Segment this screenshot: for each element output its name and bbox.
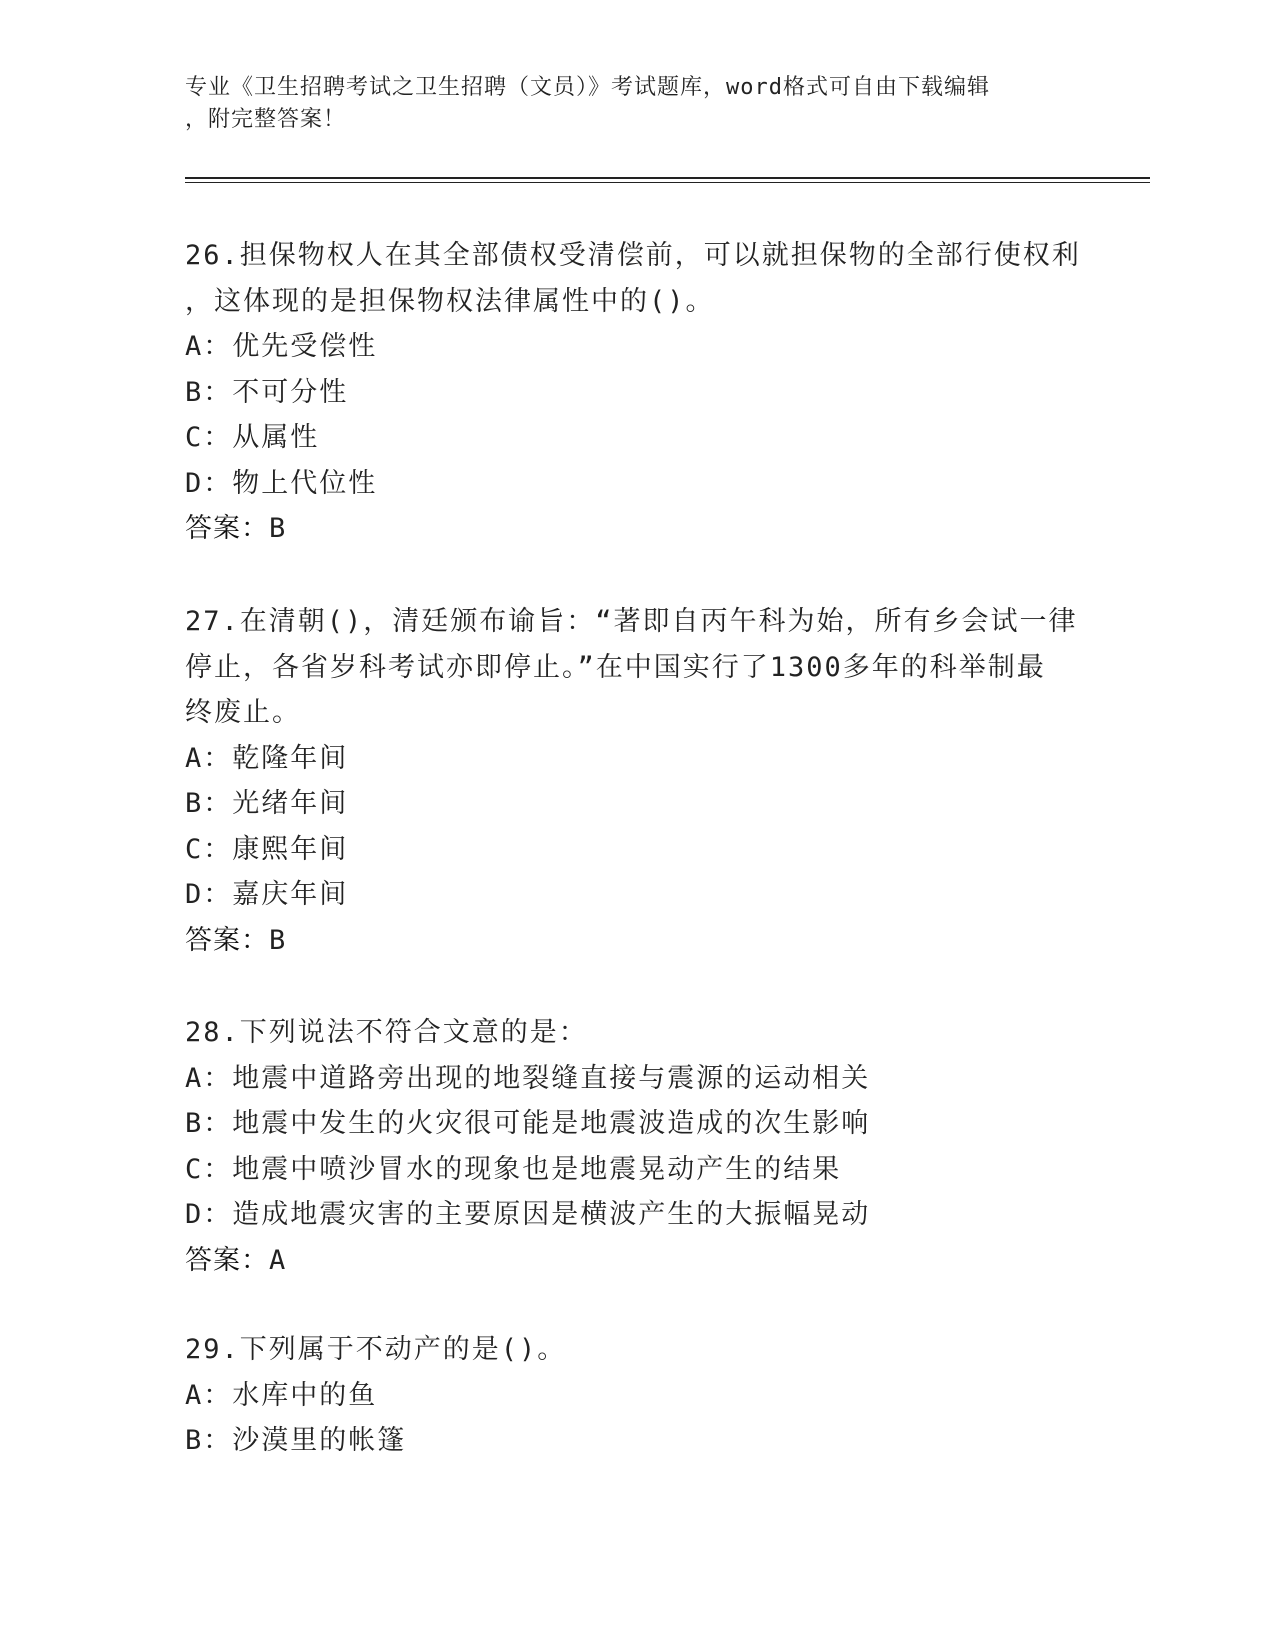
- header-divider-thin: [185, 182, 1150, 183]
- answer-line: [185, 1238, 1085, 1284]
- question-text-line: 停止，各省岁科考试亦即停止。”在中国实行了1300多年的科举制最: [185, 651, 1046, 683]
- question-29: [185, 1327, 1085, 1464]
- question-27: [185, 599, 1085, 963]
- option-a: A：水库中的鱼: [185, 1379, 378, 1411]
- option-a: A：优先受偿性: [185, 331, 378, 362]
- question-text-line: 终废止。: [185, 697, 301, 728]
- option-a: A：地震中道路旁出现的地裂缝直接与震源的运动相关: [185, 1062, 871, 1094]
- header-line-1: 专业《卫生招聘考试之卫生招聘（文员）》考试题库，word格式可自由下载编辑: [185, 75, 990, 100]
- question-text-line: 29.下列属于不动产的是()。: [185, 1334, 567, 1365]
- option-b: B：地震中发生的火灾很可能是地震波造成的次生影响: [185, 1108, 871, 1139]
- answer-value: A: [269, 1244, 288, 1276]
- option-d: D：嘉庆年间: [185, 879, 349, 910]
- option-a: A：乾隆年间: [185, 742, 349, 774]
- question-text-line: 27.在清朝()，清廷颁布谕旨：“著即自丙午科为始，所有乡会试一律: [185, 606, 1078, 637]
- question-26: [185, 233, 1085, 552]
- header-divider-thick: [185, 177, 1150, 179]
- answer-value: B: [269, 513, 288, 544]
- option-c: C：地震中喷沙冒水的现象也是地震晃动产生的结果: [185, 1153, 842, 1185]
- answer-label: 答案：: [185, 1244, 269, 1276]
- option-d: D：物上代位性: [185, 467, 378, 499]
- answer-label: 答案：: [185, 513, 269, 544]
- option-c: C：康熙年间: [185, 833, 349, 865]
- question-text-line: 28.下列说法不符合文意的是：: [185, 1017, 588, 1048]
- option-b: B：沙漠里的帐篷: [185, 1425, 407, 1456]
- option-b: B：不可分性: [185, 376, 349, 408]
- document-header: [185, 72, 1065, 136]
- question-28: [185, 1010, 1085, 1283]
- answer-line: [185, 918, 1085, 964]
- header-line-2: ，附完整答案！: [185, 107, 347, 132]
- question-text-line: 26.担保物权人在其全部债权受清偿前，可以就担保物的全部行使权利: [185, 240, 1081, 271]
- answer-line: [185, 506, 1085, 552]
- answer-label: 答案：: [185, 924, 269, 956]
- option-b: B：光绪年间: [185, 788, 349, 819]
- answer-value: B: [269, 924, 288, 956]
- question-text-line: ，这体现的是担保物权法律属性中的()。: [185, 285, 715, 317]
- option-d: D：造成地震灾害的主要原因是横波产生的大振幅晃动: [185, 1199, 871, 1230]
- option-c: C：从属性: [185, 422, 320, 453]
